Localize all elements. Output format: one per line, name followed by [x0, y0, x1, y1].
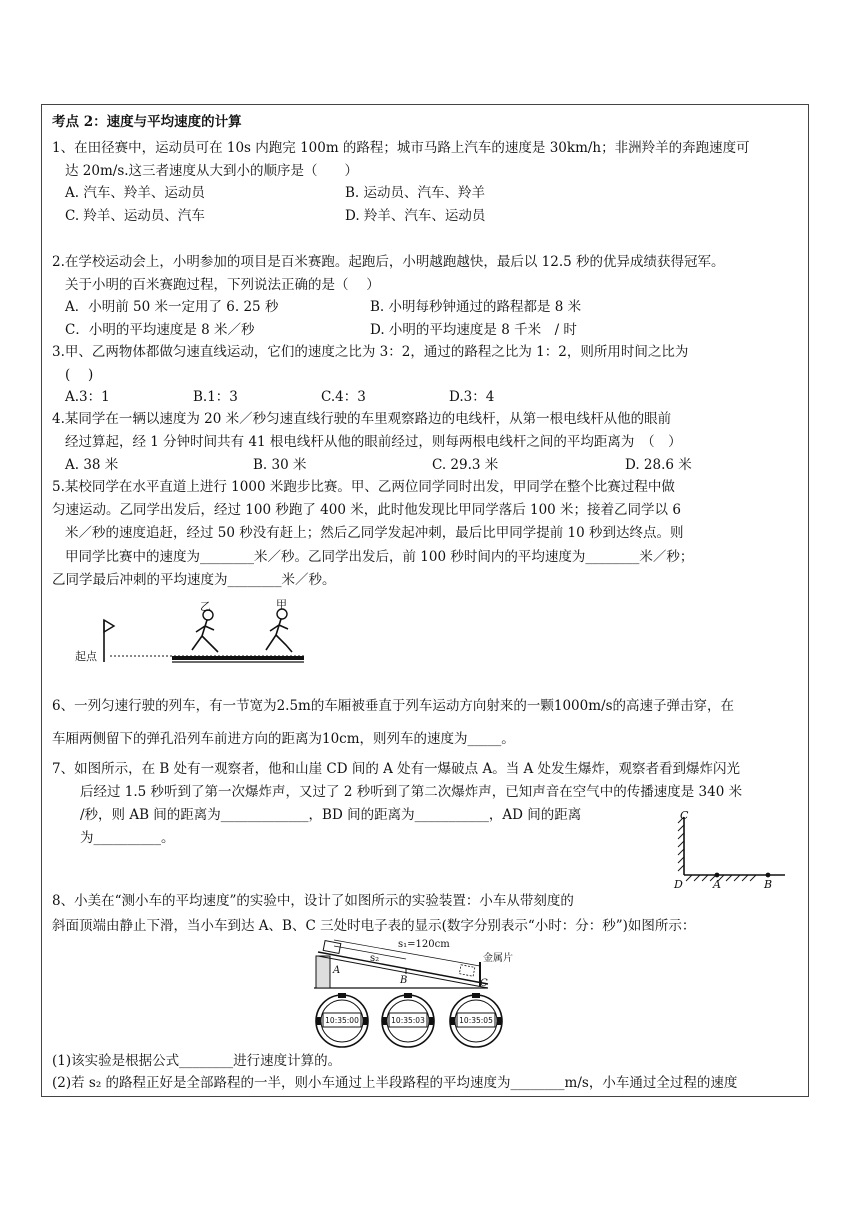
q3-text-line2: ( ) — [65, 367, 94, 383]
q2-text-line1: 2.在学校运动会上，小明参加的项目是百米赛跑。起跑后，小明越跑越快，最后以 12.5 秒的优异成绩获得冠军。 — [52, 254, 725, 270]
q4-text-line1: 4.某同学在一辆以速度为 20 米／秒匀速直线行驶的车里观察路边的电线杆，从第一根电线杆从他的眼前 — [52, 411, 672, 427]
q4-text-line2: 经过算起，经 1 分钟时间共有 41 根电线杆从他的眼前经过，则每两根电线杆之间的平均距离为 （ ） — [65, 434, 682, 450]
q6-text-line1: 6、一列匀速行驶的列车，有一节宽为2.5m的车厢被垂直于列车运动方向射来的一颗1000m/s的高速子弹击穿，在 — [52, 698, 734, 714]
q8-fig-s2-label: s₂ — [370, 953, 380, 964]
stopwatch-a — [314, 993, 370, 1049]
q8-sub-question-1: (1)该实验是根据公式________进行速度计算的。 — [52, 1053, 342, 1069]
stopwatch-c — [448, 993, 504, 1049]
q2-option-a: A．小明前 50 米一定用了 6. 25 秒 — [65, 299, 279, 315]
q7-fig-label-d: D — [674, 878, 683, 891]
q8-text-line2: 斜面顶端由静止下滑，当小车到达 A、B、C 三处时电子表的显示(数字分别表示“小时：分：秒”)如图所示： — [52, 918, 696, 934]
q2-option-d: D. 小明的平均速度是 8 千米 / 时 — [370, 322, 577, 338]
q1-text-line2: 达 20m/s.这三者速度从大到小的顺序是（ ） — [65, 163, 359, 179]
q3-option-c: C.4：3 — [321, 389, 366, 405]
q8-text-line1: 8、小美在“测小车的平均速度”的实验中，设计了如图所示的实验装置：小车从带刻度的 — [52, 893, 574, 909]
q3-option-a: A.3：1 — [65, 389, 110, 405]
q3-option-b: B.1：3 — [193, 389, 238, 405]
q5-text-line3: 米／秒的速度追赶，经过 50 秒没有赶上；然后乙同学发起冲刺，最后比甲同学提前 10 秒到达终点。则 — [65, 525, 684, 541]
q8-fig-label-a: A — [333, 965, 341, 976]
q4-option-d: D. 28.6 米 — [625, 457, 692, 473]
q1-text-line1: 1、在田径赛中，运动员可在 10s 内跑完 100m 的路程；城市马路上汽车的速度是 30km/h；非洲羚羊的奔跑速度可 — [52, 140, 750, 156]
q8-fig-label-c: C — [480, 978, 488, 989]
q5-text-line4: 甲同学比赛中的速度为________米／秒。乙同学出发后，前 100 秒时间内的平均速度为________米／秒； — [65, 549, 694, 565]
q4-option-c: C. 29.3 米 — [432, 457, 499, 473]
q7-fig-label-b: B — [764, 878, 773, 891]
q5-text-line5: 乙同学最后冲刺的平均速度为________米／秒。 — [52, 572, 336, 588]
stopwatch-b-display: 10:35:03 — [391, 1016, 425, 1025]
q7-text-line3: /秒，则 AB 间的距离为_____________，BD 间的距离为___________，AD 间的距离 — [80, 807, 582, 823]
q3-option-d: D.3：4 — [449, 389, 495, 405]
q1-option-d: D. 羚羊、汽车、运动员 — [345, 208, 486, 224]
q6-text-line2: 车厢两侧留下的弹孔沿列车前进方向的距离为10cm，则列车的速度为_____。 — [52, 731, 515, 747]
q7-text-line1: 7、如图所示，在 B 处有一观察者，他和山崖 CD 间的 A 处有一爆破点 A。当 A 处发生爆炸，观察者看到爆炸闪光 — [52, 761, 741, 777]
q1-option-a: A. 汽车、羚羊、运动员 — [65, 185, 205, 201]
q4-option-a: A. 38 米 — [65, 457, 119, 473]
q8-fig-label-b: B — [400, 975, 408, 986]
q7-fig-label-c: C — [680, 809, 689, 822]
q2-option-b: B. 小明每秒钟通过的路程都是 8 米 — [370, 299, 582, 315]
q5-text-line2: 匀速运动。乙同学出发后，经过 100 秒跑了 400 米，此时他发现比甲同学落后 100 米；接着乙同学以 6 — [52, 502, 681, 518]
q5-fig-start-label: 起点 — [75, 650, 97, 663]
q8-fig-metal-label: 金属片 — [483, 953, 513, 964]
q7-fig-label-a: A — [713, 878, 721, 891]
q7-text-line2: 后经过 1.5 秒听到了第一次爆炸声，又过了 2 秒听到了第二次爆炸声，已知声音在空气中的传播速度是 340 米 — [80, 784, 743, 800]
q2-text-line2: 关于小明的百米赛跑过程，下列说法正确的是（ ） — [65, 277, 380, 293]
q2-option-c: C．小明的平均速度是 8 米／秒 — [65, 322, 255, 338]
section-heading: 考点 2：速度与平均速度的计算 — [52, 114, 242, 130]
q7-text-line4: 为__________。 — [80, 830, 175, 846]
stopwatch-c-display: 10:35:05 — [459, 1016, 493, 1025]
q5-fig-jia-label: 甲 — [276, 598, 287, 611]
q1-option-b: B. 运动员、汽车、羚羊 — [345, 185, 486, 201]
q3-text-line1: 3.甲、乙两物体都做匀速直线运动，它们的速度之比为 3：2，通过的路程之比为 1：2，则所用时间之比为 — [52, 344, 689, 360]
q4-option-b: B. 30 米 — [253, 457, 307, 473]
stopwatch-a-display: 10:35:00 — [325, 1016, 359, 1025]
q5-text-line1: 5.某校同学在水平直道上进行 1000 米跑步比赛。甲、乙两位同学同时出发，甲同学在整个比赛过程中做 — [52, 479, 675, 495]
stopwatch-b — [380, 993, 436, 1049]
q8-sub-question-2: (2)若 s₂ 的路程正好是全部路程的一半，则小车通过上半段路程的平均速度为________m/s，小车通过全过程的速度 — [52, 1075, 738, 1091]
q5-fig-yi-label: 乙 — [200, 600, 211, 613]
q1-option-c: C. 羚羊、运动员、汽车 — [65, 208, 205, 224]
q8-fig-s1-label: s₁=120cm — [398, 939, 450, 950]
